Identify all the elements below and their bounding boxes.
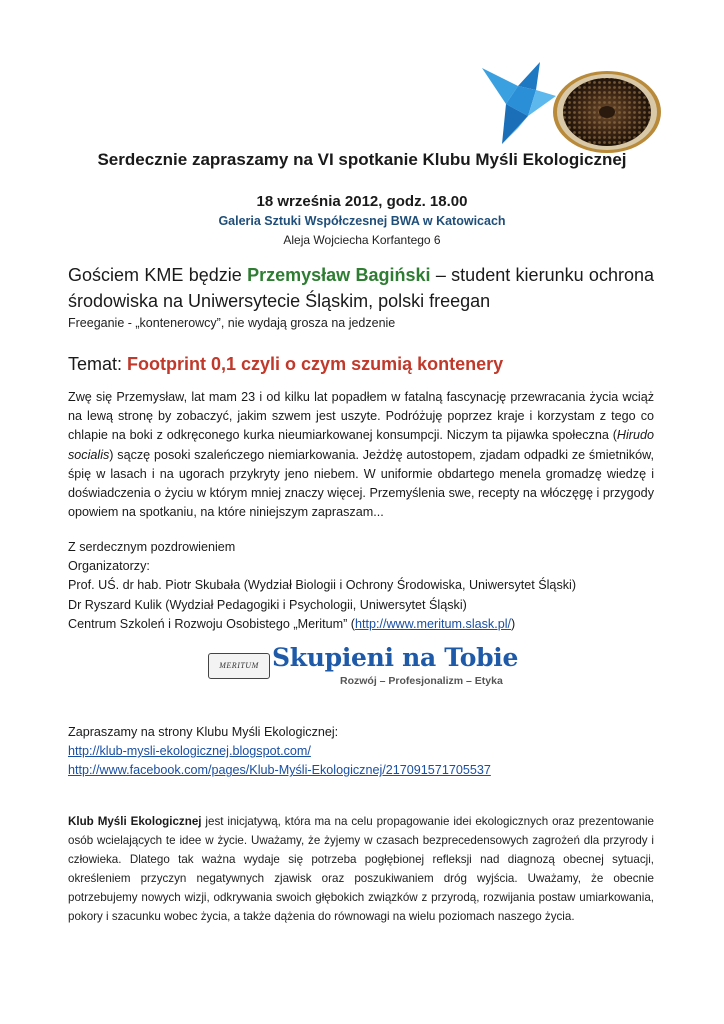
sunflower-image	[552, 70, 662, 154]
organizer-3	[68, 615, 576, 634]
guest-name: Przemysław Bagiński	[247, 265, 431, 285]
logo-subtitle: Rozwój – Profesjonalizm – Etyka	[340, 675, 503, 687]
event-venue: Galeria Sztuki Współczesnej BWA w Katowicach	[218, 214, 506, 228]
origami-bird-icon	[478, 56, 558, 148]
about-club	[68, 812, 654, 926]
logo-title: Skupieni na Tobie	[272, 643, 519, 672]
page-title: Serdecznie zapraszamy na VI spotkanie Klubu Myśli Ekologicznej	[97, 150, 627, 169]
topic-value: Footprint 0,1 czyli o czym szumią kontenery	[127, 354, 504, 374]
freegan-note: Freeganie - „kontenerowcy”, nie wydają grosza na jedzenie	[68, 316, 396, 330]
topic-heading	[68, 354, 503, 375]
signature-block	[68, 538, 576, 634]
meritum-link[interactable]: http://www.meritum.slask.pl/	[354, 616, 512, 631]
greeting: Z serdecznym pozdrowieniem	[68, 540, 236, 554]
topic-label: Temat:	[68, 354, 128, 374]
meritum-logo	[208, 645, 518, 695]
facebook-link[interactable]: http://www.facebook.com/pages/Klub-Myśli-Ekologicznej/217091571705537	[68, 763, 491, 778]
blog-link[interactable]: http://klub-mysli-ekologicznej.blogspot.com/	[68, 744, 311, 759]
guest-intro	[68, 262, 654, 314]
meritum-badge: MERITUM	[208, 653, 270, 679]
organizer-3-prefix: Centrum Szkoleń i Rozwoju Osobistego „Meritum” (	[68, 616, 355, 631]
event-address: Aleja Wojciecha Korfantego 6	[283, 233, 441, 247]
organizer-1: Prof. UŚ. dr hab. Piotr Skubała (Wydział Biologii i Ochrony Środowiska, Uniwersytet Śląski)	[68, 578, 577, 593]
organizer-2: Dr Ryszard Kulik (Wydział Pedagogiki i Psychologii, Uniwersytet Śląski)	[68, 597, 467, 612]
guest-suffix: – student kierunku ochrona środowiska na Uniwersytecie Śląskim, polski freegan	[68, 265, 654, 311]
description-italic: Hirudo socialis	[68, 428, 654, 462]
links-intro: Zapraszamy na strony Klubu Myśli Ekologicznej:	[68, 725, 339, 739]
about-text: jest inicjatywą, która ma na celu propagowanie idei ekologicznych oraz prezentowanie osób wcielających te idee w życie. Uważamy, że żyjemy w czasach bezprecedensowych zagrożeń dla przyrody i człowieka. Dlatego tak ważna wydaje się potrzeba pogłębionej refleksji nad diagnozą obecnej sytuacji, określeniem przyczyn negatywnych zjawisk oraz poszukiwaniem dróg wyjścia. Uważamy, że obecnie potrzebujemy nowych wizji, odkrywania swoich głębokich związków z przyrodą, rozwijania postaw umiarkowania, pokory i szacunku wobec życia, a także dążenia do równowagi na wielu poziomach naszego życia.	[68, 815, 654, 923]
event-date: 18 września 2012, godz. 18.00	[256, 193, 468, 210]
organizers-label: Organizatorzy:	[68, 559, 150, 574]
description-part-2: ) sączę posoki szaleńczego niemiarkowania. Jeżdżę autostopem, zjadam odpadki ze śmietników, śpię w lasach i na ugorach przykryty jeno niebem. W uniformie obdartego menela gromadzę wiedzę i doświadczenia o życiu w którym mniej znaczy więcej. Przemyślenia swe, recepty na włóczęgę i przygody opowiem na spotkaniu, na które niniejszym zapraszam...	[68, 447, 654, 520]
guest-description	[68, 388, 654, 522]
description-part-1: Zwę się Przemysław, lat mam 23 i od kilku lat popadłem w fatalną fascynację przewracania życia wciąż na lewą stronę by zobaczyć, jakim szwem jest uszyte. Podróżuję poprzez kraje i korzystam z tego co chlapie na boki z odkręconego kurka nieumiarkowanej konsumpcji. Niczym ta pijawka społeczna (	[68, 390, 654, 443]
organizer-3-suffix: )	[511, 616, 516, 631]
links-block	[68, 723, 491, 781]
club-name: Klub Myśli Ekologicznej	[68, 815, 202, 828]
guest-prefix: Gościem KME będzie	[68, 265, 248, 285]
